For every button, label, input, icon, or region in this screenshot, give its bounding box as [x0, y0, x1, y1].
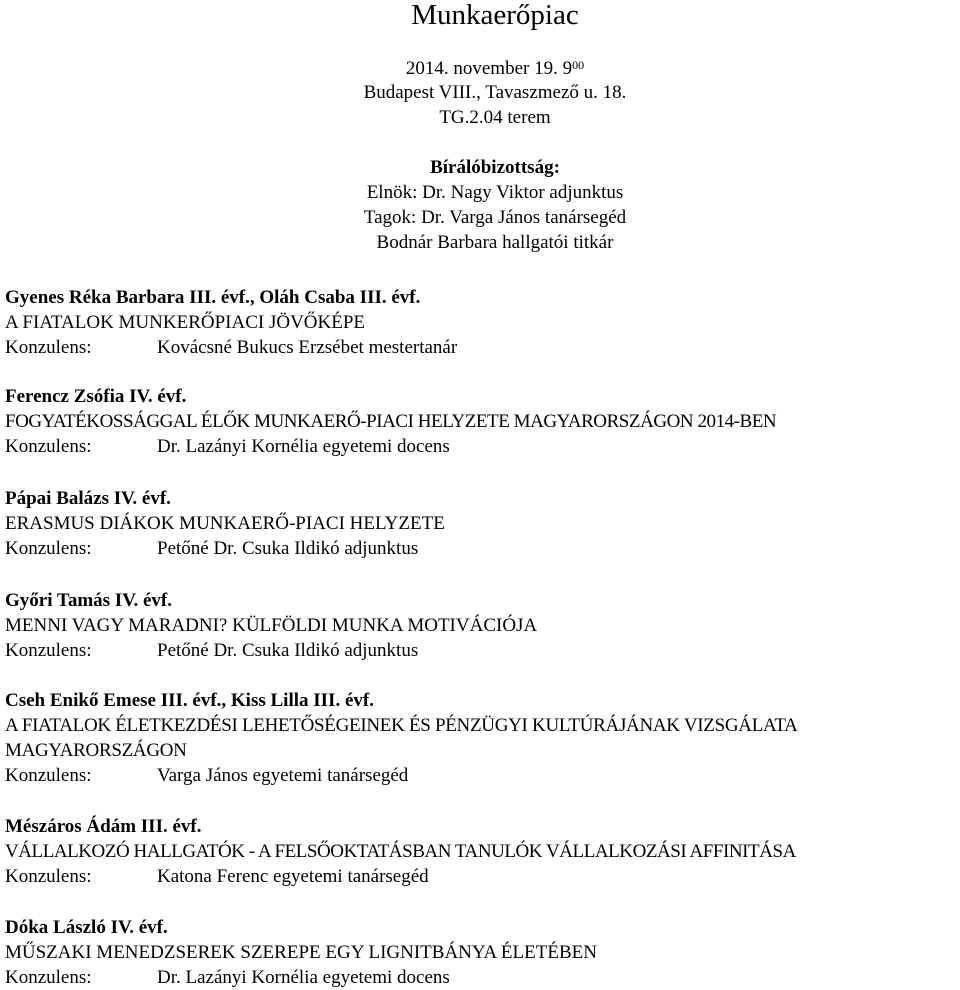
- consultant-label: Konzulens:: [5, 866, 92, 887]
- entry-authors: Mészáros Ádám III. évf.: [5, 816, 202, 837]
- entry-consultant-row: [5, 536, 960, 561]
- presentation-entry: [5, 915, 960, 990]
- entry-title: VÁLLALKOZÓ HALLGATÓK - A FELSŐOKTATÁSBAN TANULÓK VÁLLALKOZÁSI AFFINITÁSA: [5, 841, 796, 862]
- entry-consultant: Dr. Lazányi Kornélia egyetemi docens: [157, 967, 450, 988]
- presentation-entry: [5, 384, 960, 459]
- entry-consultant-row: [5, 638, 960, 663]
- presentation-entry: [5, 814, 960, 889]
- entry-title: A FIATALOK MUNKERŐPIACI JÖVŐKÉPE: [5, 312, 366, 333]
- event-address: Budapest VIII., Tavaszmező u. 18.: [363, 82, 627, 103]
- consultant-label: Konzulens:: [5, 640, 92, 661]
- entry-authors: Dóka László IV. évf.: [5, 917, 168, 938]
- entry-authors: Győri Tamás IV. évf.: [5, 590, 172, 611]
- entry-consultant-row: [5, 864, 960, 889]
- event-room: TG.2.04 terem: [439, 107, 551, 128]
- entry-consultant-row: [5, 763, 960, 788]
- presentation-entry: [5, 688, 960, 788]
- entry-title: FOGYATÉKOSSÁGGAL ÉLŐK MUNKAERŐ-PIACI HELYZETE MAGYARORSZÁGON 2014-BEN: [5, 411, 777, 432]
- consultant-label: Konzulens:: [5, 538, 92, 559]
- entry-consultant-row: [5, 335, 960, 360]
- entry-consultant: Dr. Lazányi Kornélia egyetemi docens: [157, 436, 450, 457]
- event-date: [0, 57, 960, 81]
- committee-chair: Elnök: Dr. Nagy Viktor adjunktus: [366, 182, 624, 203]
- entry-title: MENNI VAGY MARADNI? KÜLFÖLDI MUNKA MOTIVÁCIÓJA: [5, 615, 538, 636]
- page-title: Munkaerőpiac: [411, 0, 579, 31]
- event-date-text: 2014. november 19. 9: [405, 58, 573, 79]
- entry-authors: Cseh Enikő Emese III. évf., Kiss Lilla III. évf.: [5, 690, 374, 711]
- entry-consultant-row: [5, 434, 960, 459]
- entry-consultant-row: [5, 965, 960, 990]
- entry-consultant: Kovácsné Bukucs Erzsébet mestertanár: [157, 337, 458, 358]
- entry-title: ERASMUS DIÁKOK MUNKAERŐ-PIACI HELYZETE: [5, 513, 445, 534]
- entry-consultant: Varga János egyetemi tanársegéd: [157, 765, 409, 786]
- presentation-entry: [5, 285, 960, 360]
- entry-authors: Ferencz Zsófia IV. évf.: [5, 386, 187, 407]
- entry-title: MŰSZAKI MENEDZSEREK SZEREPE EGY LIGNITBÁNYA ÉLETÉBEN: [5, 942, 597, 963]
- consultant-label: Konzulens:: [5, 337, 92, 358]
- entry-title: A FIATALOK ÉLETKEZDÉSI LEHETŐSÉGEINEK ÉS PÉNZÜGYI KULTÚRÁJÁNAK VIZSGÁLATA MAGYARORSZÁGON: [5, 715, 797, 761]
- committee-heading: Bírálóbizottság:: [430, 157, 560, 178]
- committee-member-1: Tagok: Dr. Varga János tanársegéd: [363, 207, 627, 228]
- consultant-label: Konzulens:: [5, 436, 92, 457]
- event-time-minutes: 00: [572, 58, 585, 72]
- consultant-label: Konzulens:: [5, 967, 92, 988]
- entry-consultant: Petőné Dr. Csuka Ildikó adjunktus: [157, 538, 419, 559]
- committee-member-2: Bodnár Barbara hallgatói titkár: [376, 232, 614, 253]
- entry-authors: Gyenes Réka Barbara III. évf., Oláh Csaba III. évf.: [5, 287, 421, 308]
- consultant-label: Konzulens:: [5, 765, 92, 786]
- presentation-entry: [5, 588, 960, 663]
- entry-authors: Pápai Balázs IV. évf.: [5, 488, 171, 509]
- entry-consultant: Petőné Dr. Csuka Ildikó adjunktus: [157, 640, 419, 661]
- presentation-entry: [5, 486, 960, 561]
- entry-consultant: Katona Ferenc egyetemi tanársegéd: [157, 866, 429, 887]
